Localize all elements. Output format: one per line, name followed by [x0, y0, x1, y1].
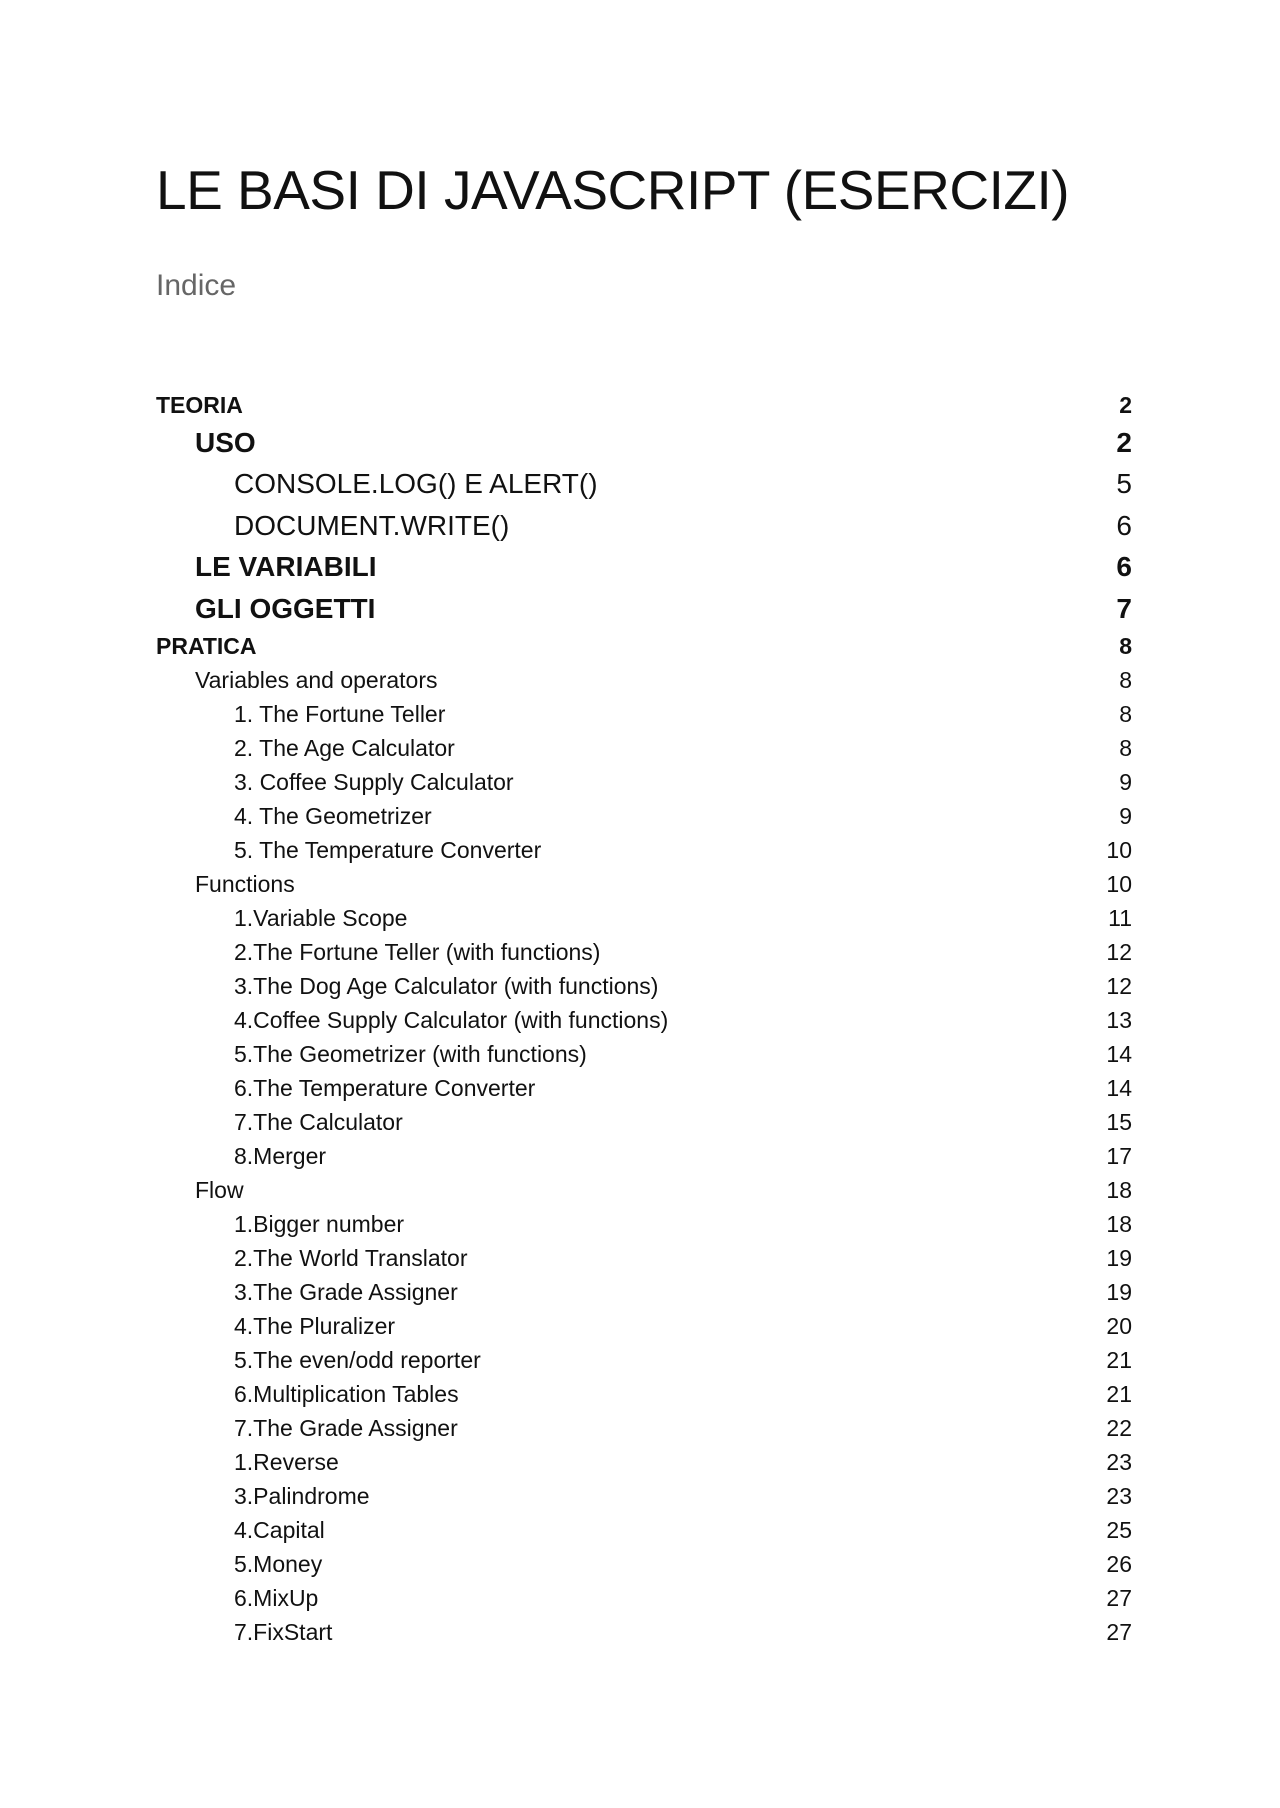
toc-entry-label: 3.The Grade Assigner — [234, 1279, 458, 1305]
toc-entry-page-number: 2 — [1116, 426, 1132, 458]
toc-entry-page-number: 26 — [1106, 1551, 1132, 1577]
toc-entry[interactable] — [156, 1106, 1132, 1140]
toc-entry-label: TEORIA — [156, 391, 243, 418]
toc-entry[interactable] — [156, 1344, 1132, 1378]
toc-entry[interactable] — [156, 1378, 1132, 1412]
toc-entry-label: 5.Money — [234, 1551, 323, 1577]
toc-entry-label: 2.The Fortune Teller (with functions) — [234, 939, 601, 965]
toc-entry-page-number: 11 — [1108, 905, 1132, 931]
toc-entry-page-number: 8 — [1119, 633, 1132, 659]
toc-entry[interactable] — [156, 732, 1132, 766]
toc-entry-label: 4.Coffee Supply Calculator (with functions) — [234, 1007, 669, 1033]
toc-entry[interactable] — [156, 1480, 1132, 1514]
toc-entry[interactable] — [156, 1072, 1132, 1106]
toc-entry-page-number: 6 — [1116, 551, 1132, 583]
toc-entry-page-number: 12 — [1106, 973, 1132, 999]
toc-entry-label: LE VARIABILI — [195, 551, 377, 583]
toc-entry-page-number: 9 — [1119, 769, 1132, 795]
toc-entry-label: 4. The Geometrizer — [234, 803, 432, 829]
toc-entry[interactable] — [156, 1412, 1132, 1446]
toc-entry-label: 2. The Age Calculator — [234, 735, 455, 761]
toc-entry-label: 2.The World Translator — [234, 1245, 468, 1271]
toc-entry-page-number: 9 — [1119, 803, 1132, 829]
toc-entry-page-number: 8 — [1119, 701, 1132, 727]
toc-entry-page-number: 5 — [1116, 468, 1132, 500]
toc-entry-label: GLI OGGETTI — [195, 592, 376, 624]
toc-entry[interactable] — [156, 1038, 1132, 1072]
toc-entry[interactable] — [156, 630, 1132, 664]
toc-entry[interactable] — [156, 422, 1132, 464]
toc-entry[interactable] — [156, 388, 1132, 422]
toc-entry-label: 7.The Calculator — [234, 1109, 403, 1135]
toc-entry-page-number: 8 — [1119, 667, 1132, 693]
toc-entry-label: 3. Coffee Supply Calculator — [234, 769, 514, 795]
toc-entry-page-number: 23 — [1106, 1483, 1132, 1509]
toc-entry-page-number: 6 — [1116, 509, 1132, 541]
toc-entry-label: 7.The Grade Assigner — [234, 1415, 458, 1441]
toc-entry[interactable] — [156, 1310, 1132, 1344]
toc-entry[interactable] — [156, 936, 1132, 970]
document-title: LE BASI DI JAVASCRIPT (ESERCIZI) — [156, 159, 1070, 221]
toc-entry-page-number: 8 — [1119, 735, 1132, 761]
toc-entry[interactable] — [156, 1548, 1132, 1582]
toc-entry[interactable] — [156, 800, 1132, 834]
toc-entry-page-number: 27 — [1106, 1619, 1132, 1645]
toc-entry-page-number: 2 — [1119, 391, 1132, 418]
toc-entry-page-number: 21 — [1106, 1347, 1132, 1373]
toc-entry[interactable] — [156, 1174, 1132, 1208]
toc-entry-label: 5.The even/odd reporter — [234, 1347, 481, 1373]
toc-entry-page-number: 12 — [1106, 939, 1132, 965]
toc-entry[interactable] — [156, 547, 1132, 589]
toc-entry[interactable] — [156, 868, 1132, 902]
toc-entry-label: PRATICA — [156, 633, 257, 659]
toc-entry-label: 5. The Temperature Converter — [234, 837, 542, 863]
toc-entry[interactable] — [156, 464, 1132, 506]
toc-entry-label: 5.The Geometrizer (with functions) — [234, 1041, 587, 1067]
table-of-contents — [156, 388, 1132, 1650]
index-heading: Indice — [156, 269, 237, 302]
toc-entry-label: CONSOLE.LOG() E ALERT() — [234, 468, 598, 500]
toc-entry-page-number: 21 — [1106, 1381, 1132, 1407]
toc-entry[interactable] — [156, 970, 1132, 1004]
toc-entry[interactable] — [156, 902, 1132, 936]
toc-entry-page-number: 22 — [1106, 1415, 1132, 1441]
toc-entry-label: Flow — [195, 1177, 244, 1203]
toc-entry-page-number: 19 — [1106, 1245, 1132, 1271]
toc-entry-label: DOCUMENT.WRITE() — [234, 509, 510, 541]
toc-entry-page-number: 10 — [1106, 837, 1132, 863]
toc-entry-label: USO — [195, 426, 256, 458]
toc-entry-label: 6.The Temperature Converter — [234, 1075, 536, 1101]
toc-entry-label: 3.Palindrome — [234, 1483, 370, 1509]
toc-entry[interactable] — [156, 1446, 1132, 1480]
toc-entry-label: 4.The Pluralizer — [234, 1313, 396, 1339]
toc-entry[interactable] — [156, 1208, 1132, 1242]
toc-entry[interactable] — [156, 766, 1132, 800]
toc-entry-label: 1.Variable Scope — [234, 905, 408, 931]
toc-entry-page-number: 25 — [1106, 1517, 1132, 1543]
toc-entry-label: Variables and operators — [195, 667, 438, 693]
toc-entry-label: 7.FixStart — [234, 1619, 333, 1645]
toc-entry[interactable] — [156, 1004, 1132, 1038]
toc-entry-label: 6.MixUp — [234, 1585, 319, 1611]
toc-entry-label: Functions — [195, 871, 295, 897]
toc-entry-page-number: 23 — [1106, 1449, 1132, 1475]
toc-entry-page-number: 10 — [1106, 871, 1132, 897]
toc-entry-page-number: 7 — [1116, 592, 1132, 624]
toc-entry-page-number: 18 — [1106, 1177, 1132, 1203]
toc-entry-page-number: 18 — [1106, 1211, 1132, 1237]
toc-entry-label: 1. The Fortune Teller — [234, 701, 446, 727]
toc-entry-page-number: 27 — [1106, 1585, 1132, 1611]
toc-entry-page-number: 15 — [1106, 1109, 1132, 1135]
toc-entry[interactable] — [156, 1242, 1132, 1276]
toc-entry-page-number: 20 — [1106, 1313, 1132, 1339]
toc-entry-label: 4.Capital — [234, 1517, 325, 1543]
toc-entry[interactable] — [156, 664, 1132, 698]
toc-entry-label: 1.Bigger number — [234, 1211, 405, 1237]
toc-entry[interactable] — [156, 1582, 1132, 1616]
toc-entry-label: 8.Merger — [234, 1143, 327, 1169]
toc-entry[interactable] — [156, 1616, 1132, 1650]
toc-entry-label: 6.Multiplication Tables — [234, 1381, 459, 1407]
toc-entry-page-number: 13 — [1106, 1007, 1132, 1033]
toc-entry[interactable] — [156, 588, 1132, 630]
toc-entry-page-number: 19 — [1106, 1279, 1132, 1305]
toc-entry[interactable] — [156, 1276, 1132, 1310]
toc-entry[interactable] — [156, 505, 1132, 547]
toc-entry[interactable] — [156, 698, 1132, 732]
toc-entry[interactable] — [156, 1514, 1132, 1548]
toc-entry-page-number: 17 — [1106, 1143, 1132, 1169]
toc-entry-page-number: 14 — [1106, 1041, 1132, 1067]
toc-entry-label: 3.The Dog Age Calculator (with functions) — [234, 973, 659, 999]
toc-entry-label: 1.Reverse — [234, 1449, 339, 1475]
toc-entry[interactable] — [156, 834, 1132, 868]
toc-entry[interactable] — [156, 1140, 1132, 1174]
toc-entry-page-number: 14 — [1106, 1075, 1132, 1101]
